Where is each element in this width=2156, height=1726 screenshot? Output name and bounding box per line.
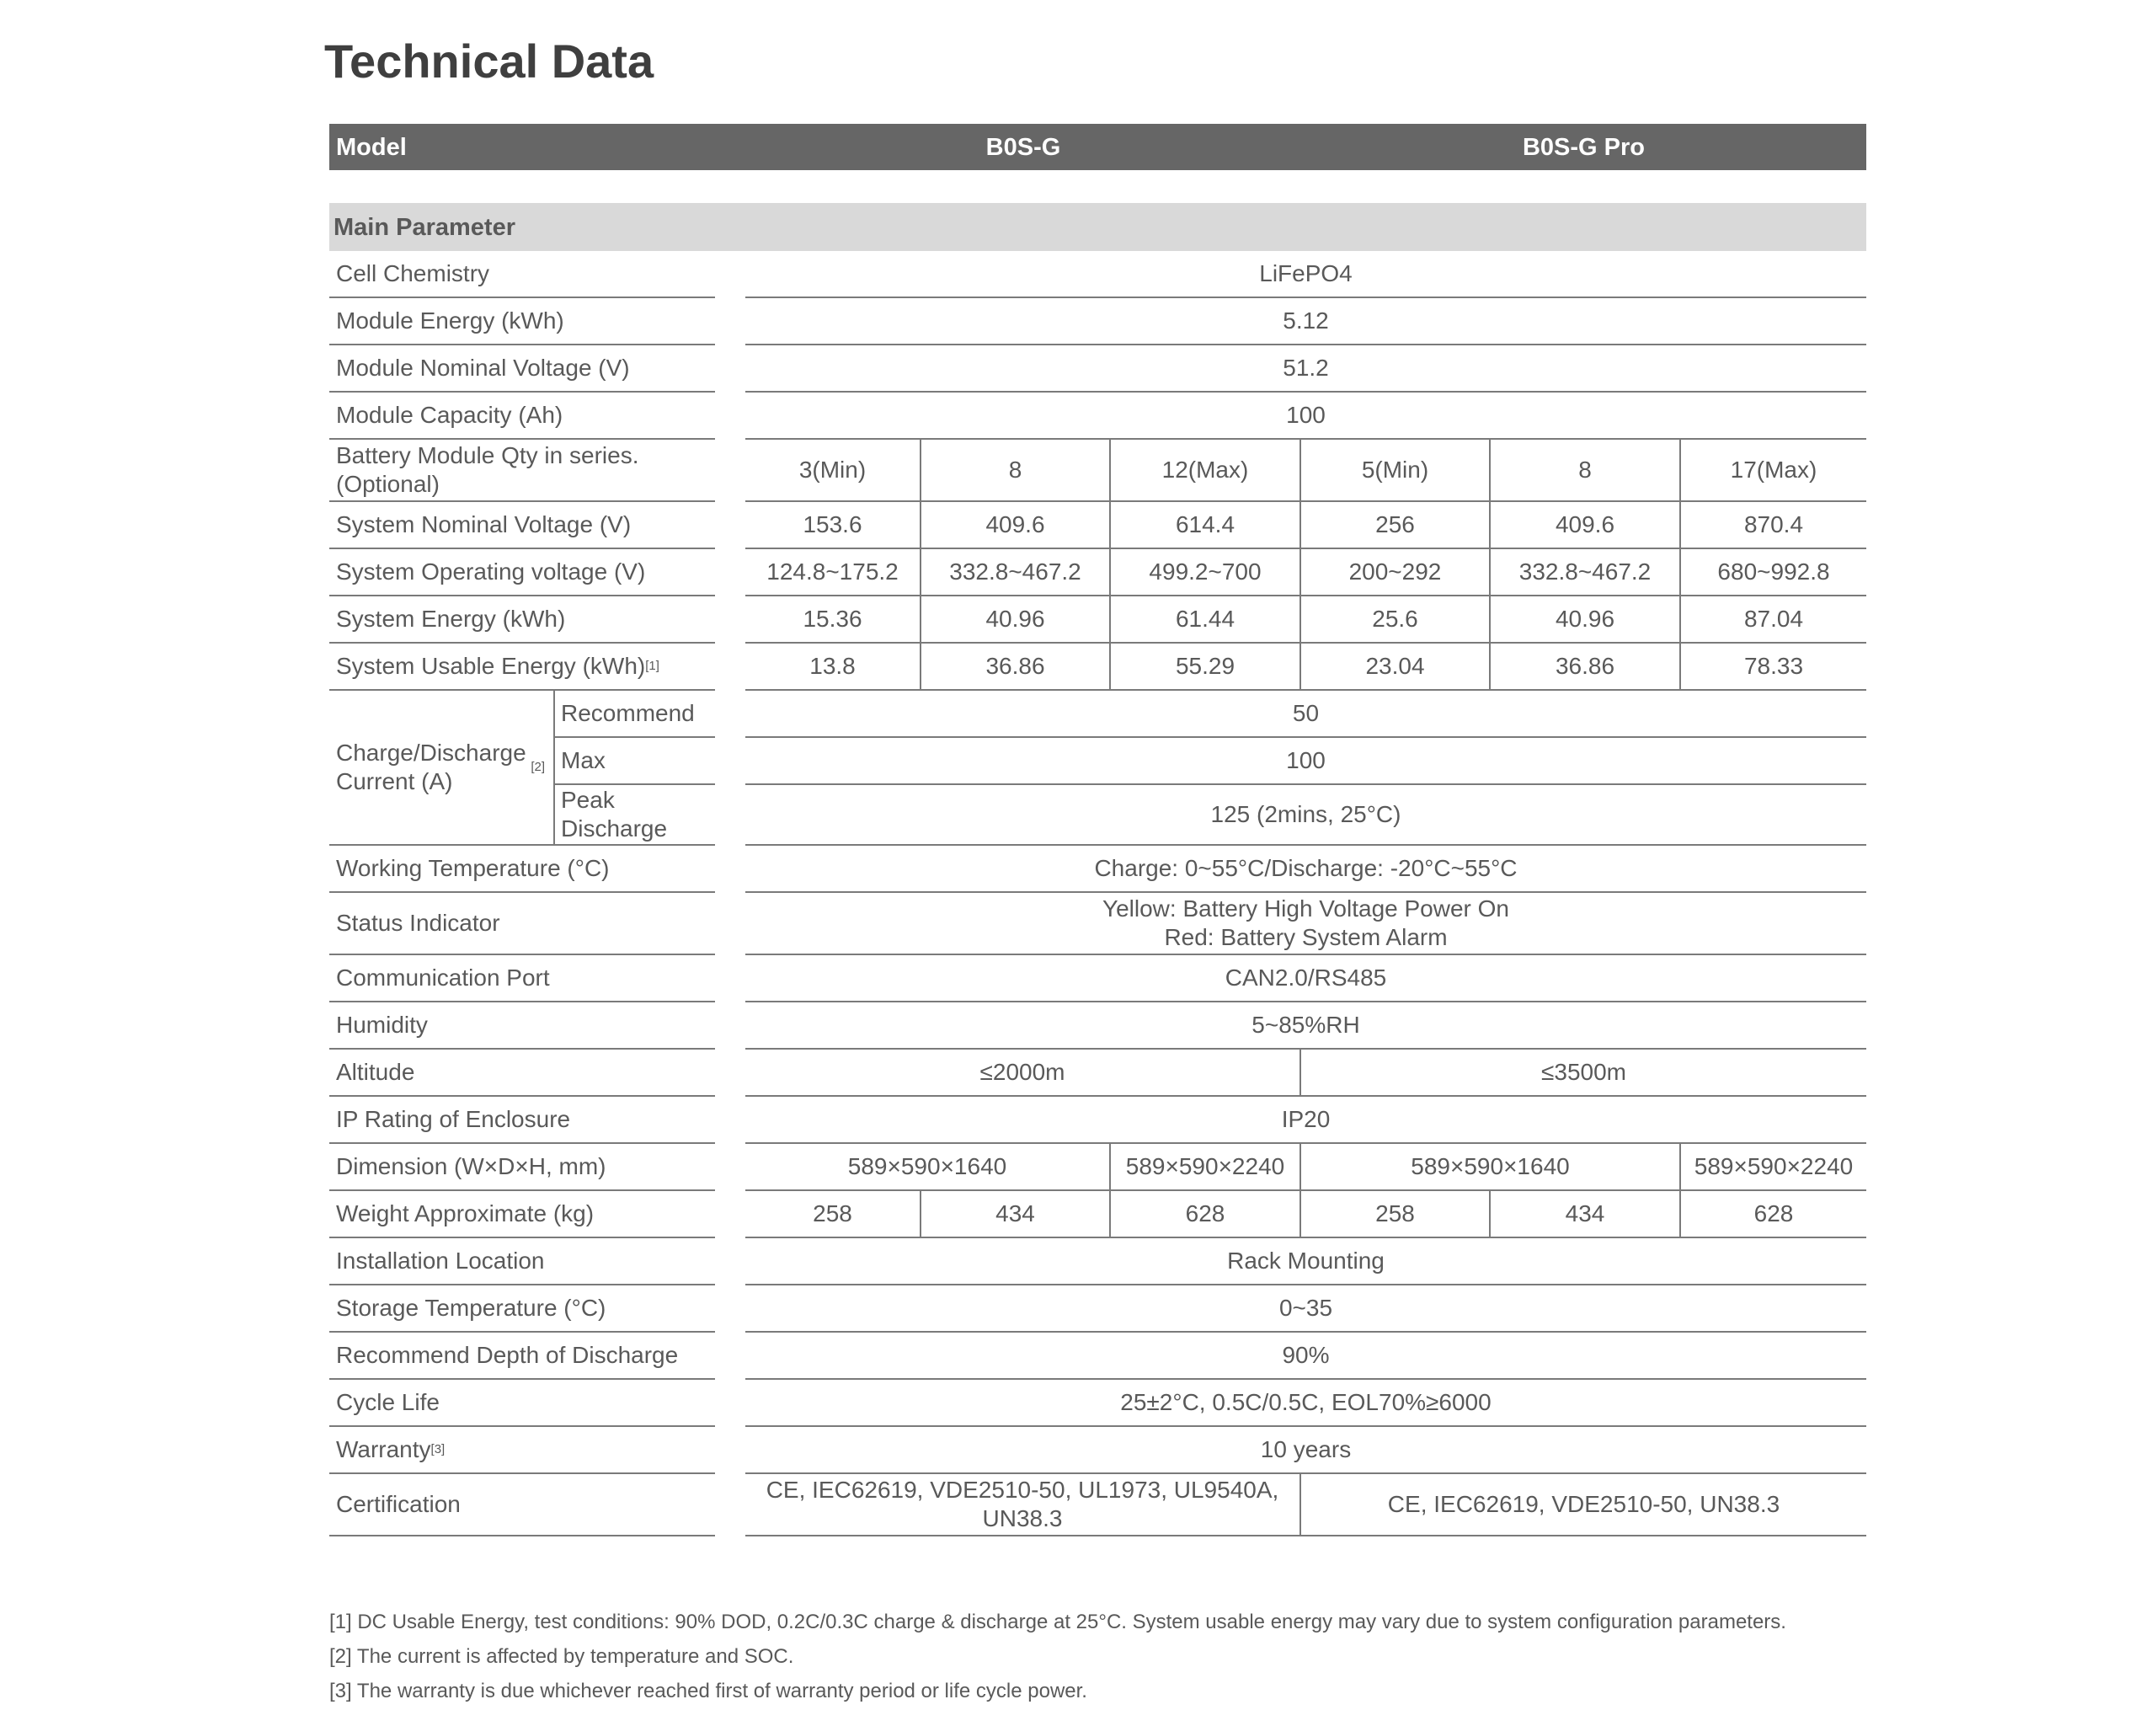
system-usable-energy-label-text: System Usable Energy (kWh) — [336, 653, 646, 679]
weight-approximate-value: 434 — [921, 1191, 1111, 1238]
model-header-b0s-g-pro: B0S-G Pro — [1522, 133, 1646, 161]
model-header-bar — [329, 124, 1866, 170]
certification-value: CE, IEC62619, VDE2510-50, UL1973, UL9540A, UN38.3 — [745, 1474, 1301, 1536]
system-nominal-voltage-value: 153.6 — [745, 502, 921, 549]
system-nominal-voltage-value: 409.6 — [1491, 502, 1681, 549]
cycle-life-label: Cycle Life — [329, 1380, 715, 1427]
system-usable-energy-value: 13.8 — [745, 644, 921, 691]
system-usable-energy-label: System Usable Energy (kWh) [1] — [329, 644, 715, 691]
dimension-value: 589×590×1640 — [745, 1144, 1111, 1191]
system-energy-value: 87.04 — [1681, 596, 1866, 644]
battery-module-qty-value: 17(Max) — [1681, 440, 1866, 502]
system-nominal-voltage-value: 256 — [1301, 502, 1491, 549]
humidity-value: 5~85%RH — [745, 1002, 1866, 1050]
system-usable-energy-value: 78.33 — [1681, 644, 1866, 691]
warranty-label: Warranty [3] — [329, 1427, 715, 1474]
status-indicator-label: Status Indicator — [329, 893, 715, 955]
recommend-depth-of-discharge-value: 90% — [745, 1333, 1866, 1380]
communication-port-label: Communication Port — [329, 955, 715, 1002]
communication-port-value: CAN2.0/RS485 — [745, 955, 1866, 1002]
module-capacity-label: Module Capacity (Ah) — [329, 393, 715, 440]
certification-label: Certification — [329, 1474, 715, 1536]
footnotes — [329, 1605, 1929, 1708]
footnote-2: [2] The current is affected by temperature and SOC. — [329, 1645, 794, 1668]
weight-approximate-value: 628 — [1111, 1191, 1301, 1238]
footnote-1: [1] DC Usable Energy, test conditions: 90% DOD, 0.2C/0.3C charge & discharge at 25°C. System usable energy may vary due to system configuration parameters. — [329, 1611, 1786, 1633]
current-peak-label: Peak Discharge — [555, 785, 715, 846]
dimension-value: 589×590×1640 — [1301, 1144, 1681, 1191]
altitude-value: ≤2000m — [745, 1050, 1301, 1097]
module-energy-value: 5.12 — [745, 298, 1866, 345]
installation-location-value: Rack Mounting — [745, 1238, 1866, 1285]
installation-location-label: Installation Location — [329, 1238, 715, 1285]
battery-module-qty-value: 5(Min) — [1301, 440, 1491, 502]
storage-temperature-value: 0~35 — [745, 1285, 1866, 1333]
dimension-value: 589×590×2240 — [1111, 1144, 1301, 1191]
system-nominal-voltage-value: 409.6 — [921, 502, 1111, 549]
recommend-depth-of-discharge-label: Recommend Depth of Discharge — [329, 1333, 715, 1380]
system-operating-voltage-value: 124.8~175.2 — [745, 549, 921, 596]
system-energy-value: 40.96 — [921, 596, 1111, 644]
dimension-label: Dimension (W×D×H, mm) — [329, 1144, 715, 1191]
cell-chemistry-label: Cell Chemistry — [329, 251, 715, 298]
cycle-life-value: 25±2°C, 0.5C/0.5C, EOL70%≥6000 — [745, 1380, 1866, 1427]
warranty-value: 10 years — [745, 1427, 1866, 1474]
status-indicator-yellow: Yellow: Battery High Voltage Power On — [1102, 895, 1509, 922]
model-header-label: Model — [336, 133, 407, 161]
storage-temperature-label: Storage Temperature (°C) — [329, 1285, 715, 1333]
system-nominal-voltage-value: 870.4 — [1681, 502, 1866, 549]
warranty-label-text: Warranty — [336, 1436, 431, 1462]
weight-approximate-value: 258 — [745, 1191, 921, 1238]
system-energy-value: 40.96 — [1491, 596, 1681, 644]
section-header-main-parameter — [329, 203, 1866, 251]
system-operating-voltage-value: 332.8~467.2 — [1491, 549, 1681, 596]
current-max-value: 100 — [745, 738, 1866, 785]
ip-rating-label: IP Rating of Enclosure — [329, 1097, 715, 1144]
current-peak-value: 125 (2mins, 25°C) — [745, 785, 1866, 846]
weight-approximate-label: Weight Approximate (kg) — [329, 1191, 715, 1238]
altitude-label: Altitude — [329, 1050, 715, 1097]
system-usable-energy-value: 36.86 — [1491, 644, 1681, 691]
page-title: Technical Data — [324, 35, 654, 88]
system-usable-energy-value: 55.29 — [1111, 644, 1301, 691]
battery-module-qty-value: 8 — [1491, 440, 1681, 502]
weight-approximate-value: 258 — [1301, 1191, 1491, 1238]
weight-approximate-value: 628 — [1681, 1191, 1866, 1238]
system-usable-energy-value: 36.86 — [921, 644, 1111, 691]
section-title: Main Parameter — [334, 213, 515, 241]
current-recommend-label: Recommend — [555, 691, 715, 738]
system-energy-value: 15.36 — [745, 596, 921, 644]
humidity-label: Humidity — [329, 1002, 715, 1050]
weight-approximate-value: 434 — [1491, 1191, 1681, 1238]
dimension-value: 589×590×2240 — [1681, 1144, 1866, 1191]
system-operating-voltage-value: 680~992.8 — [1681, 549, 1866, 596]
current-max-label: Max — [555, 738, 715, 785]
battery-module-qty-label: Battery Module Qty in series. (Optional) — [329, 440, 715, 502]
system-operating-voltage-value: 499.2~700 — [1111, 549, 1301, 596]
system-operating-voltage-label: System Operating voltage (V) — [329, 549, 715, 596]
module-nominal-voltage-value: 51.2 — [745, 345, 1866, 393]
system-energy-value: 61.44 — [1111, 596, 1301, 644]
charge-discharge-current-label: Charge/Discharge Current (A) [2] — [329, 691, 555, 846]
current-recommend-value: 50 — [745, 691, 1866, 738]
system-usable-energy-value: 23.04 — [1301, 644, 1491, 691]
altitude-value: ≤3500m — [1301, 1050, 1866, 1097]
ip-rating-value: IP20 — [745, 1097, 1866, 1144]
system-nominal-voltage-value: 614.4 — [1111, 502, 1301, 549]
working-temperature-label: Working Temperature (°C) — [329, 846, 715, 893]
working-temperature-value: Charge: 0~55°C/Discharge: -20°C~55°C — [745, 846, 1866, 893]
technical-data-table — [329, 0, 1866, 1726]
system-operating-voltage-value: 200~292 — [1301, 549, 1491, 596]
module-energy-label: Module Energy (kWh) — [329, 298, 715, 345]
system-energy-value: 25.6 — [1301, 596, 1491, 644]
charge-discharge-current-label-text: Charge/Discharge Current (A) — [336, 740, 526, 794]
status-indicator-value — [745, 893, 1866, 955]
module-nominal-voltage-label: Module Nominal Voltage (V) — [329, 345, 715, 393]
model-header-b0s-g: B0S-G — [985, 133, 1061, 161]
footnote-3: [3] The warranty is due whichever reached first of warranty period or life cycle power. — [329, 1680, 1087, 1702]
battery-module-qty-value: 8 — [921, 440, 1111, 502]
module-capacity-value: 100 — [745, 393, 1866, 440]
battery-module-qty-value: 12(Max) — [1111, 440, 1301, 502]
system-operating-voltage-value: 332.8~467.2 — [921, 549, 1111, 596]
system-energy-label: System Energy (kWh) — [329, 596, 715, 644]
cell-chemistry-value: LiFePO4 — [745, 251, 1866, 298]
status-indicator-red: Red: Battery System Alarm — [1164, 924, 1448, 950]
battery-module-qty-value: 3(Min) — [745, 440, 921, 502]
certification-value: CE, IEC62619, VDE2510-50, UN38.3 — [1301, 1474, 1866, 1536]
system-nominal-voltage-label: System Nominal Voltage (V) — [329, 502, 715, 549]
